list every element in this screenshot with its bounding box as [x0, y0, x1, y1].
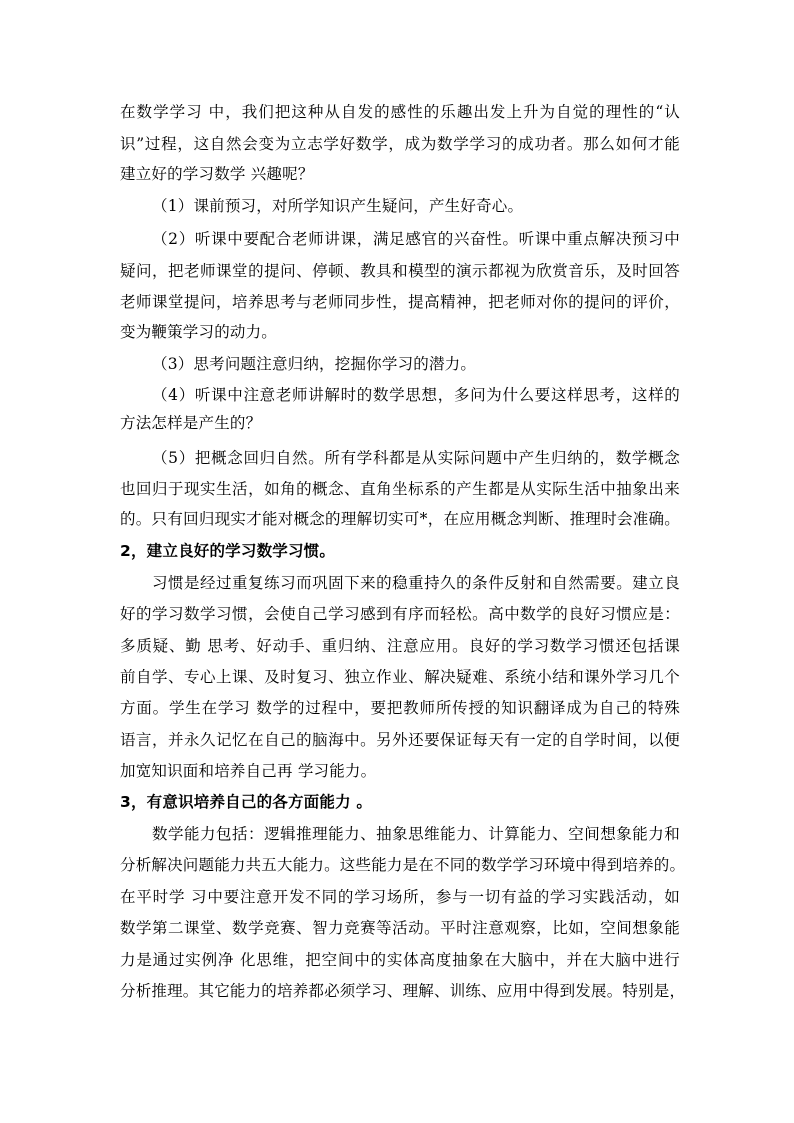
list-item-4: （4）听课中注意老师讲解时的数学思想，多问为什么要这样思考，这样的: [152, 386, 680, 404]
paragraph-line: 多质疑、勤 思考、好动手、重归纳、注意应用。良好的学习数学习惯还包括课: [120, 637, 680, 655]
paragraph-line: 的。只有回归现实才能对概念的理解切实可*，在应用概念判断、推理时会准确。: [120, 510, 680, 528]
list-item-1: （1）课前预习，对所学知识产生疑问，产生好奇心。: [152, 197, 524, 215]
paragraph-line: 识”过程，这自然会变为立志学好数学，成为数学学习的成功者。那么如何才能: [120, 135, 680, 153]
paragraph-line: 分析解决问题能力共五大能力。这些能力是在不同的数学学习环境中得到培养的。: [120, 856, 686, 874]
list-item-5: （5）把概念回归自然。所有学科都是从实际问题中产生归纳的，数学概念: [152, 449, 680, 467]
paragraph-line: 在平时学 习中要注意开发不同的学习场所，参与一切有益的学习实践活动，如: [120, 888, 680, 906]
paragraph-line: 好的学习数学习惯，会使自己学习感到有序而轻松。高中数学的良好习惯应是：: [120, 605, 680, 623]
section-heading-3: 3，有意识培养自己的各方面能力 。: [120, 793, 373, 811]
paragraph-line: 在数学学习 中，我们把这种从自发的感性的乐趣出发上升为自觉的理性的“认: [120, 103, 680, 121]
paragraph-line: 数学第二课堂、数学竞赛、智力竞赛等活动。平时注意观察，比如，空间想象能: [120, 919, 680, 937]
paragraph-line: 建立好的学习数学 兴趣呢？: [120, 165, 314, 183]
paragraph-line: 语言，并永久记忆在自己的脑海中。另外还要保证每天有一定的自学时间，以便: [120, 731, 680, 749]
paragraph-line: 力是通过实例净 化思维，把空间中的实体高度抽象在大脑中，并在大脑中进行: [120, 951, 680, 969]
paragraph-line: 方法怎样是产生的？: [120, 414, 262, 432]
section-heading-2: 2，建立良好的学习数学习惯。: [120, 542, 336, 560]
paragraph-line: 也回归于现实生活，如角的概念、直角坐标系的产生都是从实际生活中抽象出来: [120, 480, 680, 498]
paragraph-line: 加宽知识面和培养自己再 学习能力。: [120, 762, 377, 780]
paragraph-line: 疑问，把老师课堂的提问、停顿、教具和模型的演示都视为欣赏音乐，及时回答: [120, 262, 680, 280]
paragraph-line: 习惯是经过重复练习而巩固下来的稳重持久的条件反射和自然需要。建立良: [152, 574, 680, 592]
paragraph-line: 分析推理。其它能力的培养都必须学习、理解、训练、应用中得到发展。特别是，: [120, 982, 686, 1000]
paragraph-line: 老师课堂提问，培养思考与老师同步性，提高精神，把老师对你的提问的评价，: [120, 293, 680, 311]
paragraph-line: 数学能力包括：逻辑推理能力、抽象思维能力、计算能力、空间想象能力和: [152, 825, 680, 843]
paragraph-line: 前自学、专心上课、及时复习、独立作业、解决疑难、系统小结和课外学习几个: [120, 668, 680, 686]
paragraph-line: 方面。学生在学习 数学的过程中，要把教师所传授的知识翻译成为自己的特殊: [120, 699, 680, 717]
paragraph-line: 变为鞭策学习的动力。: [120, 323, 278, 341]
list-item-3: （3）思考问题注意归纳，挖掘你学习的潜力。: [152, 355, 477, 373]
list-item-2: （2）听课中要配合老师讲课，满足感官的兴奋性。听课中重点解决预习中: [152, 230, 680, 248]
